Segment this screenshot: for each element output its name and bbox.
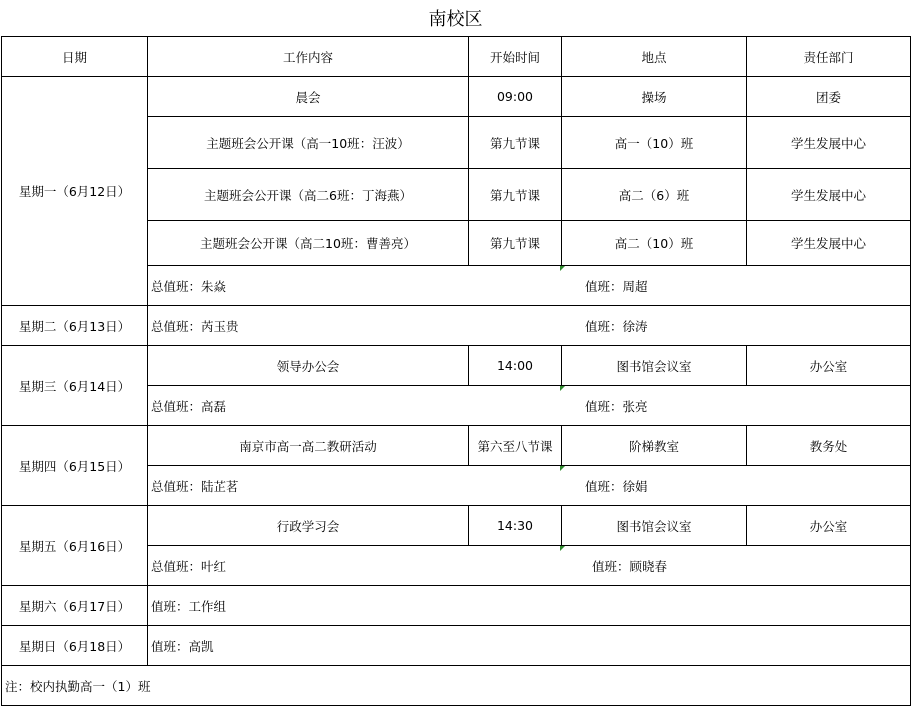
event-content: 主题班会公开课（高二6班：丁海燕） (148, 169, 469, 221)
event-dept: 团委 (747, 77, 911, 117)
table-row (2, 77, 911, 117)
day-tuesday: 星期二（6月13日） (2, 306, 148, 346)
header-content: 工作内容 (148, 37, 469, 77)
event-dept: 办公室 (747, 506, 911, 546)
chief-duty: 总值班：朱焱 (151, 278, 227, 294)
day-thursday: 星期四（6月15日） (2, 426, 148, 506)
day-sunday: 星期日（6月18日） (2, 626, 148, 666)
day-wednesday: 星期三（6月14日） (2, 346, 148, 426)
event-dept: 学生发展中心 (747, 169, 911, 221)
event-time: 第六至八节课 (469, 426, 562, 466)
event-dept: 教务处 (747, 426, 911, 466)
event-dept: 学生发展中心 (747, 117, 911, 169)
header-time: 开始时间 (469, 37, 562, 77)
duty-officer: 值班：徐涛 (585, 318, 648, 334)
duty-cell (148, 386, 911, 426)
duty-cell (148, 466, 911, 506)
event-time: 第九节课 (469, 117, 562, 169)
header-date: 日期 (2, 37, 148, 77)
duty-cell (148, 306, 911, 346)
event-content: 南京市高一高二教研活动 (148, 426, 469, 466)
event-place: 高一（10）班 (562, 117, 747, 169)
event-time: 14:30 (469, 506, 562, 546)
day-monday: 星期一（6月12日） (2, 77, 148, 306)
event-time: 第九节课 (469, 169, 562, 221)
duty-cell: 值班：工作组 (148, 586, 911, 626)
note-row (2, 666, 911, 706)
table-row (2, 506, 911, 546)
event-content: 领导办公会 (148, 346, 469, 386)
duty-row (2, 306, 911, 346)
duty-cell: 值班：高凯 (148, 626, 911, 666)
event-time: 09:00 (469, 77, 562, 117)
page-title: 南校区 (428, 9, 483, 30)
duty-row (2, 586, 911, 626)
header-dept: 责任部门 (747, 37, 911, 77)
chief-duty: 总值班：陆芷茗 (151, 478, 239, 494)
event-dept: 办公室 (747, 346, 911, 386)
cell-marker (560, 546, 565, 551)
chief-duty: 总值班：叶红 (151, 558, 227, 574)
duty-officer: 值班：张亮 (585, 398, 648, 414)
event-place: 图书馆会议室 (562, 506, 747, 546)
duty-row (2, 626, 911, 666)
event-place: 高二（6）班 (562, 169, 747, 221)
table-row (2, 346, 911, 386)
chief-duty: 总值班：芮玉贵 (151, 318, 239, 334)
duty-officer: 值班：周超 (585, 278, 648, 294)
table-row (2, 426, 911, 466)
event-content: 晨会 (148, 77, 469, 117)
duty-officer: 值班：徐娟 (585, 478, 648, 494)
cell-marker (560, 266, 565, 271)
event-time: 第九节课 (469, 221, 562, 266)
footnote: 注：校内执勤高一（1）班 (2, 666, 911, 706)
event-time: 14:00 (469, 346, 562, 386)
day-saturday: 星期六（6月17日） (2, 586, 148, 626)
event-place: 操场 (562, 77, 747, 117)
event-content: 主题班会公开课（高二10班：曹善亮） (148, 221, 469, 266)
header-row (2, 37, 911, 77)
event-content: 行政学习会 (148, 506, 469, 546)
event-place: 高二（10）班 (562, 221, 747, 266)
event-place: 阶梯教室 (562, 426, 747, 466)
chief-duty: 总值班：高磊 (151, 398, 227, 414)
duty-cell (148, 266, 911, 306)
cell-marker (560, 466, 565, 471)
cell-marker (560, 386, 565, 391)
event-place: 图书馆会议室 (562, 346, 747, 386)
event-dept: 学生发展中心 (747, 221, 911, 266)
duty-cell (148, 546, 911, 586)
event-content: 主题班会公开课（高一10班：汪波） (148, 117, 469, 169)
duty-officer: 值班：顾晓春 (592, 558, 668, 574)
schedule-table (1, 36, 911, 706)
day-friday: 星期五（6月16日） (2, 506, 148, 586)
header-place: 地点 (562, 37, 747, 77)
